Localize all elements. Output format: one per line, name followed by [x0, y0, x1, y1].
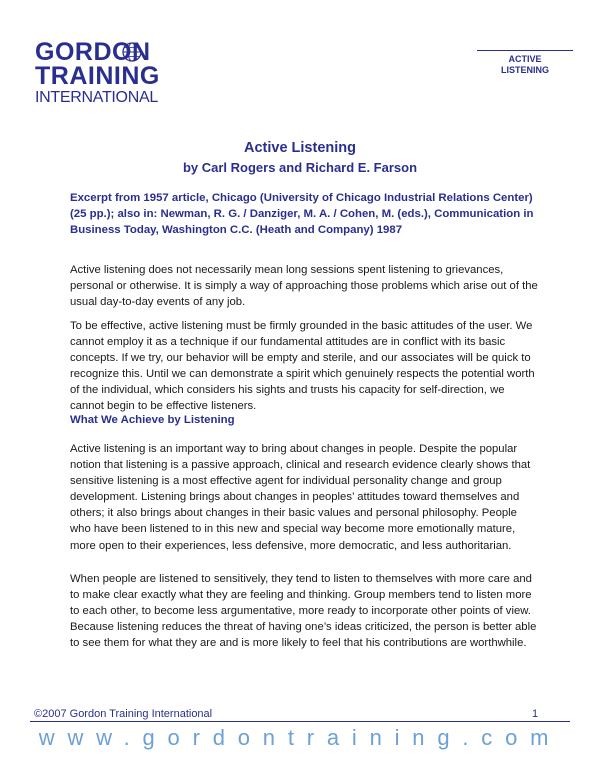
header-tag-line1: ACTIVE	[508, 54, 542, 64]
footer-page-number: 1	[532, 708, 539, 720]
header-tag-line2: LISTENING	[500, 65, 549, 75]
section-paragraph-1: Active listening is an important way to bring about changes in people. Despite the popular notion that listening is a passive approach, clinical and research evidence clearly shows that sensitive listening is a most effective agent for individual personality change and group development. Listening brings about changes in peoples’ attitudes toward themselves and others; it also brings about changes in their basic values and personal philosophy. People who have been listened to in this new and special way become more emotionally mature, more open to their experiences, less defensive, more democratic, and less authoritarian.	[70, 443, 531, 552]
footer-rule	[30, 721, 570, 722]
body-paragraph-2: To be effective, active listening must be firmly grounded in the basic attitudes of the user. We cannot employ it as a technique if our fundamental attitudes are in conflict with its basic concepts. If we try, our behavior will be empty and sterile, and our associates will be quick to recognize this. Until we can demonstrate a spirit which genuinely respects the potential worth of the individual, which considers his sights and trusts his capacity for self-direction, we cannot begin to be effective listeners.	[70, 320, 535, 413]
logo-line-international: INTERNATIONAL	[35, 89, 158, 106]
footer-website-link[interactable]: www.gordontraining.com	[38, 725, 562, 750]
gordon-training-logo	[35, 40, 205, 110]
excerpt-citation: Excerpt from 1957 article, Chicago (University of Chicago Industrial Relations Center) (25 pp.); also in: Newman, R. G. / Danziger, M. A. / Cohen, M. (eds.), Communication in Business Today, Washington C.C. (Heath and Company) 1987	[70, 192, 534, 236]
globe-icon	[122, 42, 142, 62]
section-paragraph-2: When people are listened to sensitively, they tend to listen to themselves with more care and to make clear exactly what they are feeling and thinking. Group members tend to listen more to each other, to become less argumentative, more ready to incorporate other points of view. Because listening reduces the threat of having one’s ideas criticized, the person is better able to see them for what they are and is more likely to feel that his contributions are worthwhile.	[70, 573, 537, 650]
logo-line-gordon: GORDON	[35, 38, 151, 66]
body-paragraph-1: Active listening does not necessarily mean long sessions spent listening to grievances, personal or otherwise. It is simply a way of approaching those problems which arise out of the usual day-to-day events of any job.	[70, 264, 538, 309]
logo-line-training: TRAINING	[35, 62, 160, 90]
document-byline: by Carl Rogers and Richard E. Farson	[182, 160, 418, 175]
document-title: Active Listening	[244, 140, 356, 156]
section-heading: What We Achieve by Listening	[70, 414, 235, 426]
header-section-tag	[477, 50, 573, 76]
footer-copyright: ©2007 Gordon Training International	[34, 708, 213, 720]
header-tag-rule	[477, 50, 573, 51]
